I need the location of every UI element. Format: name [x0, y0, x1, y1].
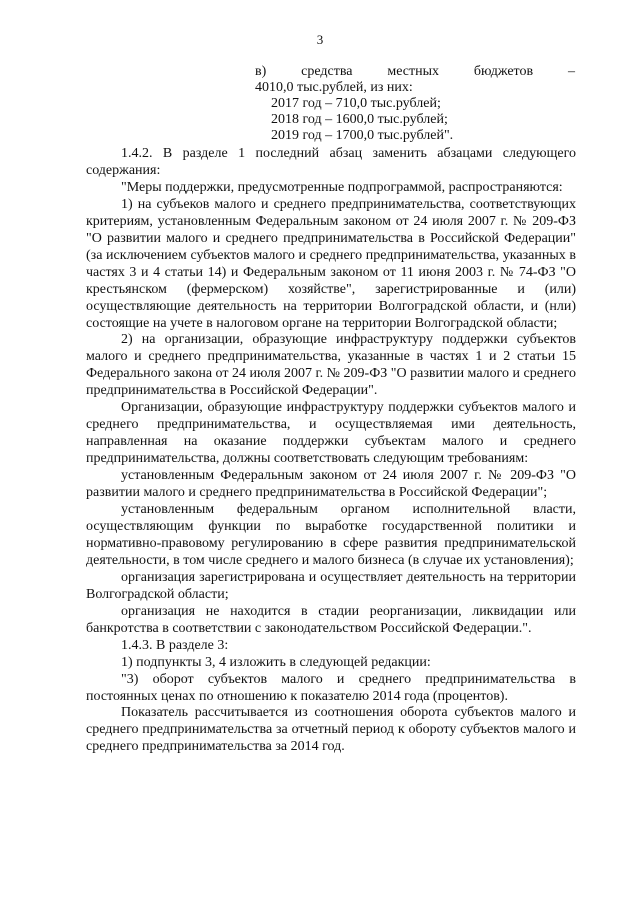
- funding-label-word: бюджетов: [473, 64, 534, 79]
- document-body: [86, 146, 576, 756]
- paragraph-req-federal-body: установленным федеральным органом исполнительной власти, осуществляющим функции по выработке государственной политики и нормативно-правовому регулированию в сфере развития предпринимательской деятельности, в том числе среднего и малого бизнеса (в случае их установления);: [86, 502, 576, 568]
- paragraph-req-not-bankrupt: организация не находится в стадии реорганизации, ликвидации или банкротства в соответствии с законодательством Российской Федерации.".: [86, 603, 576, 636]
- paragraph-req-registered: организация зарегистрирована и осуществляет деятельность на территории Волгоградской области;: [86, 569, 576, 602]
- funding-total: 4010,0 тыс.рублей, из них:: [255, 80, 413, 95]
- paragraph-item-1: 1) на субъеков малого и среднего предпринимательства, соответствующих критериям, установленным Федеральным законом от 24 июля 2007 г. № 209-ФЗ "О развитии малого и среднего предпринимательства в Российской Федерации" (за исключением субъектов малого и среднего предпринимательства, указанных в частях 3 и 4 статьи 14) и Федеральным законом от 11 июня 2003 г. № 74-ФЗ "О крестьянском (фермерском) хозяйстве", зарегистрированные и (или) осуществляющие деятельность на территории Волгоградской области, и (нли) состоящие на учете в налоговом органе на территории Волгоградской области;: [86, 196, 576, 331]
- paragraph-indicator: Показатель рассчитывается из соотношения оборота субъектов малого и среднего предпринимательства за отчетный период к обороту субъектов малого и среднего предпринимательства за 2014 год.: [86, 705, 576, 755]
- funding-year-2017: 2017 год – 710,0 тыс.рублей;: [271, 96, 441, 111]
- paragraph-organizations: Организации, образующие инфраструктуру поддержки субъектов малого и среднего предпринимательства, и осуществляемая ими деятельность, направленная на оказание поддержки субъектам малого и среднего предпринимательства, должны соответствовать следующим требованиям:: [86, 400, 576, 467]
- funding-block: [255, 64, 575, 144]
- paragraph-req-federal-law: установленным Федеральным законом от 24 июля 2007 г. № 209-ФЗ "О развитии малого и среднего предпринимательства в Российской Федерации";: [86, 468, 576, 501]
- funding-label-row: [255, 64, 575, 80]
- paragraph-turnover: "3) оборот субъектов малого и среднего предпринимательства в постоянных ценах по отношению к показателю 2014 года (процентов).: [86, 671, 576, 704]
- funding-label-word: местных: [387, 64, 439, 79]
- funding-label-letter: в): [255, 64, 267, 79]
- funding-label-word: средства: [301, 64, 353, 79]
- paragraph-1-4-2-heading: 1.4.2. В разделе 1 последний абзац заменить абзацами следующего содержания:: [86, 146, 576, 178]
- funding-label-dash: –: [567, 64, 575, 79]
- paragraph-subitems: 1) подпункты 3, 4 изложить в следующей редакции:: [121, 654, 431, 670]
- paragraph-item-2: 2) на организации, образующие инфраструктуру поддержки субъектов малого и среднего предпринимательства, указанные в частях 1 и 2 статьи 15 Федерального закона от 24 июля 2007 г. № 209-ФЗ "О развитии малого и среднего предпринимательства в Российской Федерации".: [86, 332, 576, 399]
- page-number: 3: [316, 32, 324, 47]
- paragraph-measures-intro: "Меры поддержки, предусмотренные подпрограммой, распространяются:: [121, 179, 563, 195]
- paragraph-1-4-3-heading: 1.4.3. В разделе 3:: [121, 637, 229, 653]
- funding-year-2019: 2019 год – 1700,0 тыс.рублей".: [271, 128, 454, 143]
- funding-year-2018: 2018 год – 1600,0 тыс.рублей;: [271, 112, 448, 127]
